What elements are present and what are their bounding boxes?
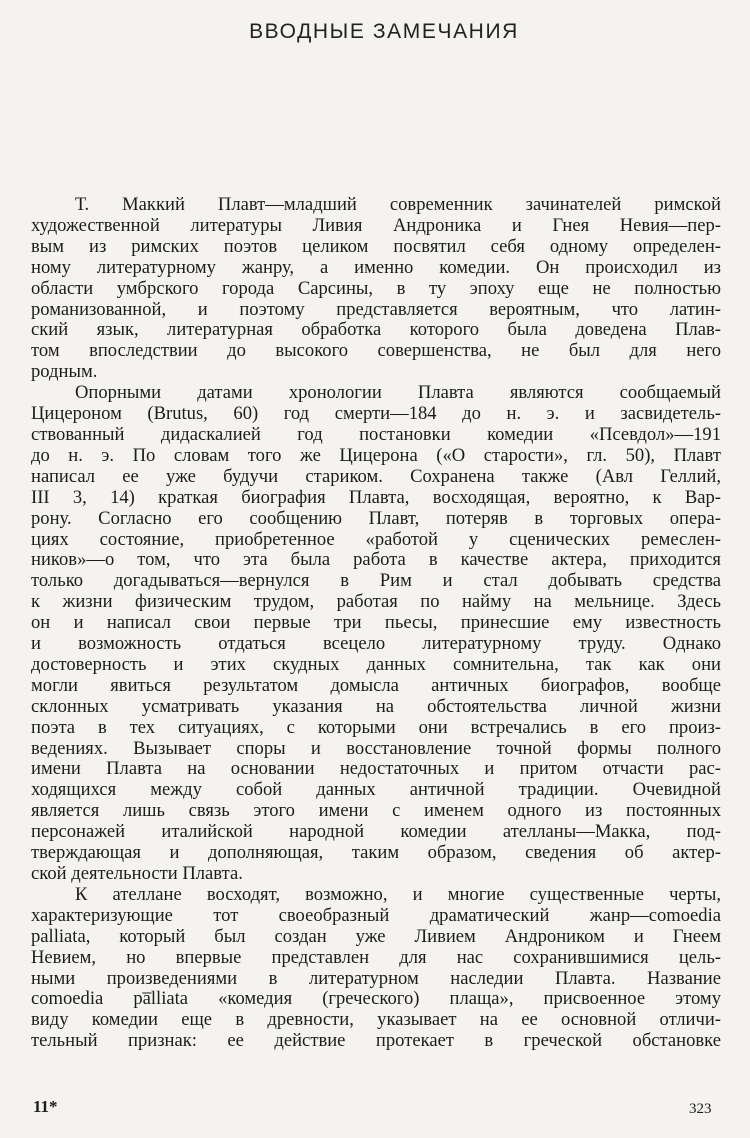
text-line: и возможность отдаться всецело литературному труду. Однако — [31, 633, 721, 655]
text-line: персонажей италийской народной комедии ателланы—Макка, под- — [31, 821, 721, 843]
text-line: рону. Согласно его сообщению Плавт, потеряв в торговых опера- — [31, 507, 721, 529]
text-line: написал ее уже будучи стариком. Сохранена также (Авл Геллий, — [31, 465, 721, 487]
text-line: области умбрского города Сарсины, в ту эпоху еще не полностью — [31, 277, 721, 299]
text-line: до н. э. По словам того же Цицерона («О старости», гл. 50), Плавт — [31, 444, 721, 466]
text-line: ведениях. Вызывает споры и восстановление точной формы полного — [31, 737, 721, 759]
text-line: Т. Маккий Плавт—младший современник зачинателей римской — [75, 194, 721, 215]
text-line: вым из римских поэтов целиком посвятил себя одному определен- — [31, 235, 721, 257]
text-line: поэта в тех ситуациях, с которыми они встречались в его произ- — [31, 716, 721, 738]
page-number: 323 — [689, 1101, 712, 1117]
text-line: циях состояние, приобретенное «работой у сценических ремеслен- — [31, 528, 721, 550]
text-line: comoedia pa̅lliata «комедия (греческого) плаща», присвоенное этому — [31, 988, 721, 1010]
text-line: имени Плавта на основании недостаточных и притом отчасти рас- — [31, 758, 721, 780]
text-line: ствованный дидаскалией год постановки комедии «Псевдол»—191 — [31, 423, 721, 445]
text-line: Цицероном (Brutus, 60) год смерти—184 до н. э. и засвидетель- — [31, 403, 721, 425]
text-line: родным. — [31, 361, 98, 383]
text-line: Невием, но впервые представлен для нас сохранившимися цель- — [31, 946, 721, 968]
signature-mark: 11* — [33, 1097, 58, 1116]
text-line: К ателлане восходят, возможно, и многие существенные черты, — [75, 883, 721, 905]
text-line: только догадываться—вернулся в Рим и стал добывать средства — [31, 570, 721, 592]
text-line: ному литературному жанру, а именно комедии. Он происходил из — [31, 256, 721, 278]
text-line: III 3, 14) краткая биография Плавта, восходящая, вероятно, к Вар- — [31, 486, 721, 508]
text-line: характеризующие тот своеобразный драматический жанр—comoedia — [31, 904, 721, 926]
text-line: достоверность и этих скудных данных сомнительна, так как они — [31, 653, 721, 675]
text-line: является лишь связь этого имени с именем одного из постоянных — [31, 800, 721, 822]
text-line: Опорными датами хронологии Плавта являются сообщаемый — [75, 382, 721, 404]
text-line: могли явиться результатом домысла античных биографов, вообще — [31, 674, 721, 696]
text-line: palliata, который был создан уже Ливием Андроником и Гнеем — [31, 925, 721, 947]
chapter-heading: ВВОДНЫЕ ЗАМЕЧАНИЯ — [249, 20, 519, 43]
text-line: художественной литературы Ливия Андроника и Гнея Невия—пер- — [31, 214, 721, 236]
text-line: тверждающая и дополняющая, таким образом, сведения об актер- — [31, 842, 721, 864]
text-line: он и написал свои первые три пьесы, принесшие ему известность — [31, 612, 721, 634]
text-line: том впоследствии до высокого совершенства, не был для него — [31, 340, 721, 362]
text-line: ников»—о том, что эта была работа в качестве актера, приходится — [31, 549, 721, 571]
text-line: ский язык, литературная обработка которого была доведена Плав- — [31, 319, 721, 341]
text-line: романизованной, и поэтому представляется вероятным, что латин- — [31, 298, 721, 320]
text-line: ходящихся между собой данных античной традиции. Очевидной — [31, 779, 721, 801]
text-line: виду комедии еще в древности, указывает на ее основной отличи- — [31, 1009, 721, 1031]
text-line: склонных усматривать указания на обстоятельства личной жизни — [31, 695, 721, 717]
text-line: ными произведениями в литературном наследии Плавта. Название — [31, 967, 721, 989]
text-line: тельный признак: ее действие протекает в греческой обстановке — [31, 1030, 721, 1052]
body-text — [31, 195, 721, 1052]
text-line: ской деятельности Плавта. — [31, 863, 243, 884]
text-line: к жизни физическим трудом, работая по найму на мельнице. Здесь — [31, 591, 721, 613]
